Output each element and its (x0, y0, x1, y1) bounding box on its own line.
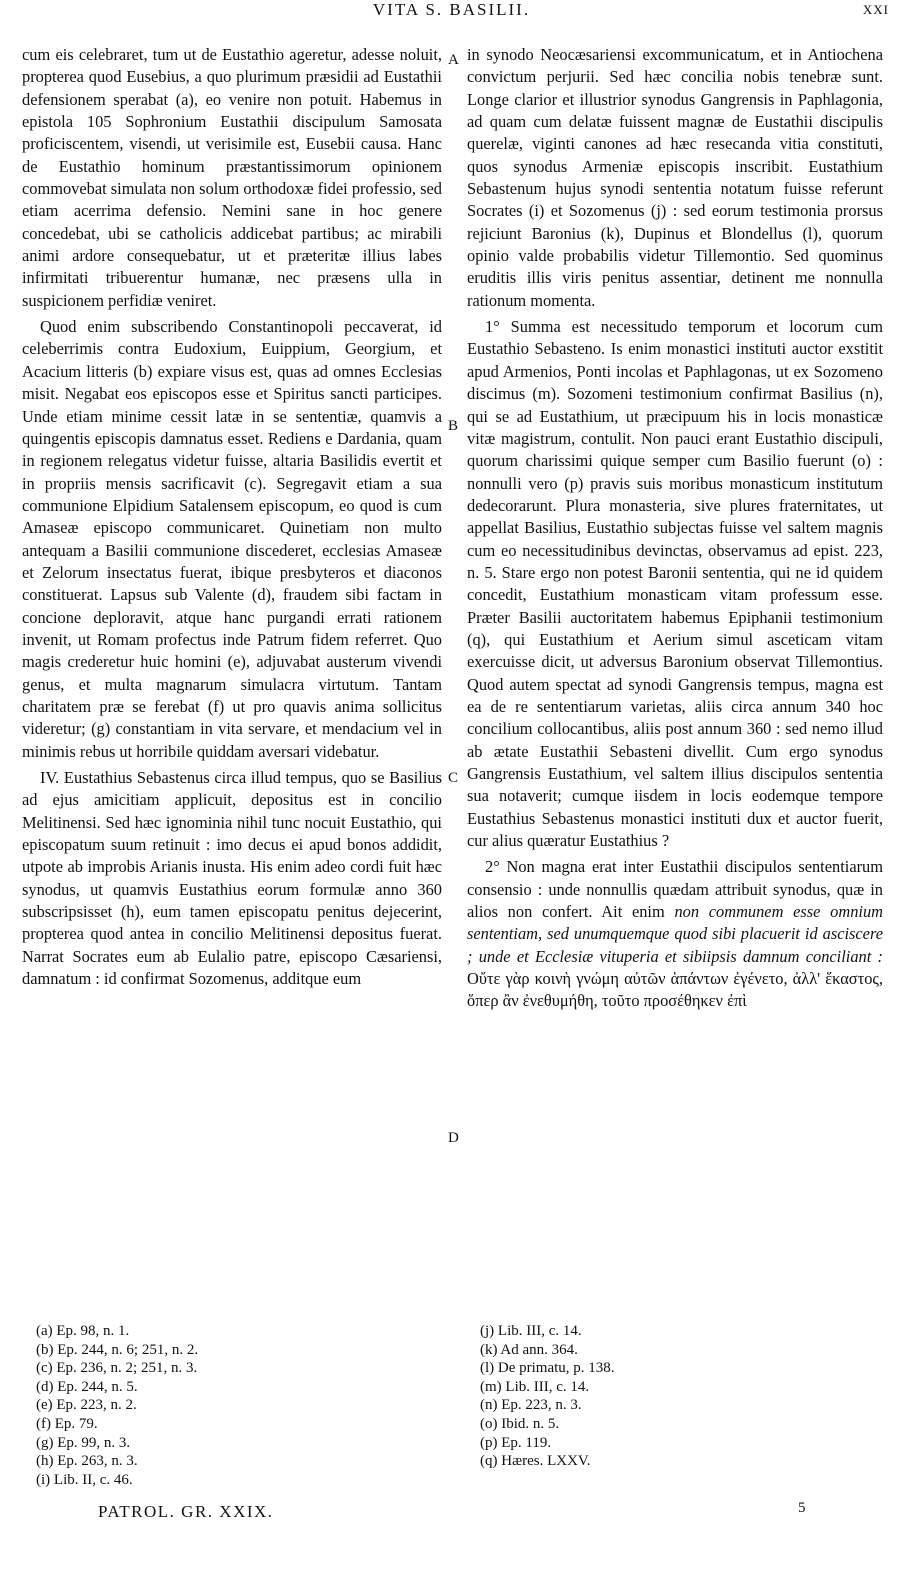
footnote: (f) Ep. 79. (36, 1415, 98, 1432)
left-paragraph-1: cum eis celebraret, tum ut de Eustathio ageretur, adesse noluit, propterea quod Eusebius, a quo plurimum præsidii ad Eustathii defensionem sperabat (a), eo venire non potuit. Habemus in epistola 105 Sophronium Eustathii discipulum Samosata proficiscentem, visendi, ut verisimile est, Eusebii causa. Hanc de Eustathio hominum præstantissimorum opinionem commovebat simulata non solum orthodoxæ fidei professio, sed etiam acerrima defensio. Nemini sane in hoc genere concedebat, ubi se catholicis addicebat partibus; ac mirabili animi ardore consequebatur, ut et præteritæ illius labes infirmitati tribuerentur humanæ, nec præsens ulla in suspicionem perfidiæ veniret. (22, 45, 442, 310)
footnote: (q) Hæres. LXXV. (480, 1453, 591, 1470)
footnote: (l) De primatu, p. 138. (480, 1360, 615, 1377)
margin-marker-c: C (448, 770, 459, 786)
left-paragraph-3: IV. Eustathius Sebastenus circa illud tempus, quo se Basilius ad ejus amicitiam applicuit, depositus est in concilio Melitinensi. Sed hæc ignominia nihil tunc nocuit Eustathio, qui episcopatum suum retinuit : imo decus ei apud bonos addidit, utpote ab improbis Arianis inusta. His enim adeo cordi fuit hæc synodus, ut quamvis Eustathius eorum formulæ anno 360 subscripsisset (h), eum tamen episcopatu penitus dejecerint, propterea quod antea in concilio Melitinensi depositus fuerat. Narrat Socrates eum ab Eulalio patre, episcopo Cæsariensi, damnatum : id confirmat Sozomenus, additque eum (22, 768, 442, 989)
right-paragraph-2: 1° Summa est necessitudo temporum et locorum cum Eustathio Sebasteno. Is enim monastici instituti auctor exstitit apud Armenios, Ponti incolas et Paphlagonas, ut ex Sozomeno discimus (m). Sozomeni testimonium confirmat Basilius (n), qui se ad Eustathium, ut præcipuum his in locis monasticæ vitæ magistrum, contulit. Non pauci erant Eustathio discipuli, quorum charissimi quique semper cum Basilio fuerunt (o) : nonnulli vero (p) pravis suis moribus monasticum institutum dedecorarunt. Plura monasteria, sive plures fraternitates, ut appellat Basilius, Eustathio subjectas fuisse vel saltem magnis cum eo necessitudinibus devinctas, observamus ad epist. 223, n. 5. Stare ergo non potest Baronii sententia, qui ne id quidem concedit, Eustathium monasticam vitam professum esse. Præter Basilii auctoritatem habemus Epiphanii testimonium (q), qui Eustathium et Aerium simul asceticam vitam exercuisse dicit, ut adversus Baronium observat Tillemontius. Quod autem spectat ad synodi Gangrensis tempus, magna est ea de re sententiarum varietas, aliis circa annum 340 hoc concilium collocantibus, aliis post annum 360 : sed nemo illud ab ætate Eustathii Sebasteni divellit. Cum ergo synodus Gangrensis Eustathium, vel saltem illius discipulos sententia sua notaverit; cumque iisdem in locis eodemque tempore Eustathius Sebastenus monastici instituti dux et auctor fuerit, cur alius quæratur Eustathius ? (467, 317, 883, 851)
footnote: (e) Ep. 223, n. 2. (36, 1397, 137, 1414)
footnote: (d) Ep. 244, n. 5. (36, 1378, 138, 1395)
margin-marker-b: B (448, 418, 459, 434)
footnote: (j) Lib. III, c. 14. (480, 1323, 582, 1339)
footer-signature-number: 5 (798, 1500, 806, 1516)
footer-collection-label: PATROL. GR. XXIX. (98, 1502, 274, 1521)
margin-marker-d: D (448, 1130, 459, 1146)
footnote: (n) Ep. 223, n. 3. (480, 1397, 582, 1414)
running-title: VITA S. BASILII. (372, 0, 531, 19)
footnote: (b) Ep. 244, n. 6; 251, n. 2. (36, 1341, 199, 1358)
footnote: (k) Ad ann. 364. (480, 1341, 578, 1358)
footnote: (p) Ep. 119. (480, 1434, 552, 1451)
right-paragraph-3-text: 2° Non magna erat inter Eustathii discipulos sententiarum consensio : unde nonnullis quædam attribuit synodus, quæ in alios non confert. Ait enim (467, 857, 883, 922)
margin-marker-a: A (448, 52, 459, 68)
right-paragraph-3 (467, 856, 883, 1012)
footnotes-right (480, 1322, 880, 1471)
right-paragraph-1: in synodo Neocæsariensi excommunicatum, et in Antiochena convictum perjurii. Sed hæc concilia nobis tenebræ sunt. Longe clarior et illustrior synodus Gangrensis in Paphlagonia, ad quam cum delatæ fuissent magnæ de Eustathii discipulis querelæ, viginti canones ad hæc resecanda vitia constituti, quos synodus Armeniæ episcopis inscribit. Eustathium Sebastenum hujus synodi sententia notatum fuisse referunt Socrates (i) et Sozomenus (j) : sed eorum testimonia prorsus rejiciunt Baronius (k), Dupinus et Blondellus (l), quorum opinio valde probabilis videtur Tillemontio. Sed quominus eruditis illis viris penitus assentiar, detinent me nonnulla rationum momenta. (467, 45, 883, 310)
left-column (22, 44, 442, 994)
page-number: XXI (862, 2, 889, 17)
footnote: (i) Lib. II, c. 46. (36, 1471, 133, 1488)
footnote: (a) Ep. 98, n. 1. (36, 1323, 130, 1339)
right-paragraph-3-greek: Οὔτε γὰρ κοινὴ γνώμη αὐτῶν ἁπάντων ἐγένετο, ἀλλ' ἕκαστος, ὅπερ ἂν ἐνεθυμήθη, τοῦτο προσέθηκεν ἐπὶ (467, 969, 883, 1011)
footnote: (o) Ibid. n. 5. (480, 1415, 560, 1432)
right-column (467, 44, 883, 1017)
footnote: (g) Ep. 99, n. 3. (36, 1434, 131, 1451)
footnote: (m) Lib. III, c. 14. (480, 1378, 590, 1395)
footnote: (h) Ep. 263, n. 3. (36, 1453, 138, 1470)
left-paragraph-2: Quod enim subscribendo Constantinopoli peccaverat, id celeberrimis contra Eudoxium, Euippium, Georgium, et Acacium litteris (b) expiare visus est, quas ad omnes Ecclesias misit. Negabat eos episcopos esse et Spiritus sancti participes. Unde etiam minime cessit latæ in se sententiæ, quamvis a quingentis episcopis damnatus esset. Rediens e Dardania, quam in regionem relegatus videtur fuisse, altaria Basilidis evertit et in propriis mensis sacrificavit (c). Segregavit etiam a sua communione Elpidium Satalensem episcopum, eo quod is cum Amaseæ episcopo communicaret. Quinetiam non multo antequam a Basilii communione discederet, ecclesias Amaseæ et Zelorum insectatus fuerat, ibique presbyteros et diaconos constituerat. Lapsus sub Valente (d), fraudem sibi factam in concione deploravit, atque hanc purgandi errati rationem invenit, ut Romam profectus inde Patrum fidem referret. Quo magis crederetur huic homini (e), adjuvabat austerum vivendi genus, et multa magnarum simulacra virtutum. Tantam charitatem præ se ferebat (f) ut pro quavis anima sollicitus videretur; (g) constantiam in vita servare, et mendacium vel in minimis rebus ut horribile quiddam aversari videbatur. (22, 317, 442, 761)
footnotes-left (36, 1322, 436, 1489)
right-paragraph-3-italic: non communem esse omnium sententiam, sed unumquemque quod sibi placuerit id asciscere ; unde et Ecclesiæ vituperia et sibiipsis damnum conciliant : (467, 902, 883, 966)
footnote: (c) Ep. 236, n. 2; 251, n. 3. (36, 1360, 198, 1377)
